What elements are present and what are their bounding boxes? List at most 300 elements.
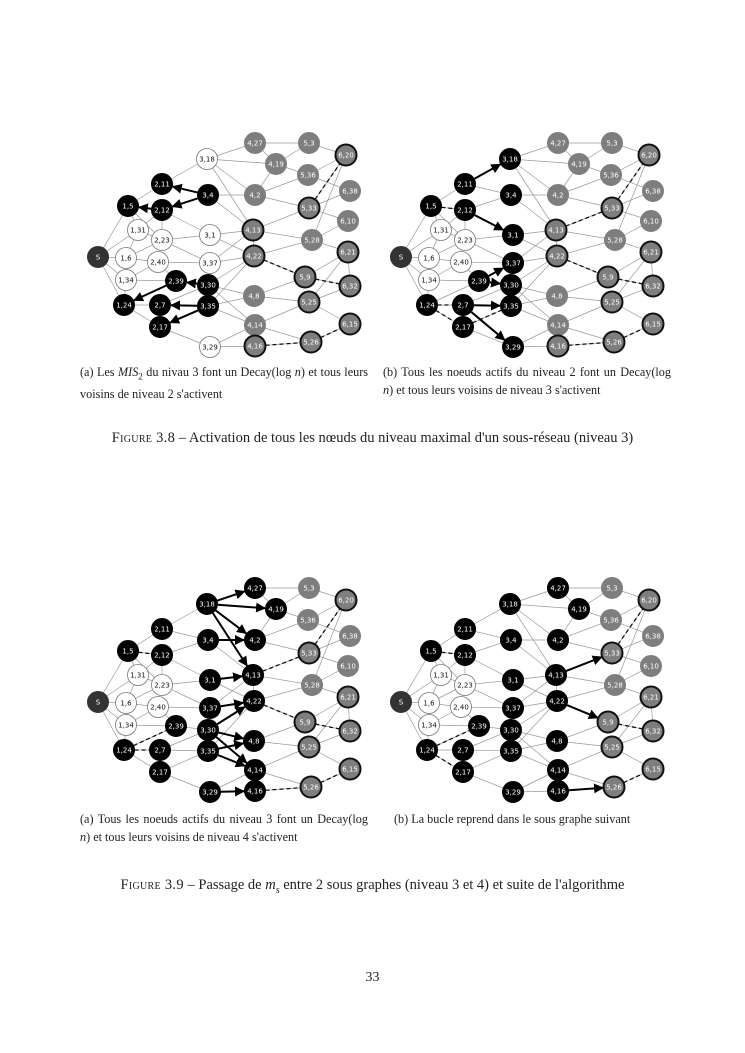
- node-6-20: [336, 145, 357, 166]
- node-label-5-28: 5,28: [304, 681, 320, 690]
- node-label-3-1: 3,1: [204, 676, 216, 685]
- arrow-3-35-2-7: [171, 305, 197, 306]
- node-label-4-8: 4,8: [551, 737, 563, 746]
- node-label-5-36: 5,36: [300, 171, 316, 180]
- node-label-4-2: 4,2: [552, 636, 564, 645]
- fig39b-caption: (b) La bucle reprend dans le sous graphe suivant: [394, 812, 631, 826]
- node-S: [88, 692, 109, 713]
- node-2-39: [469, 271, 490, 292]
- arrow-3-18-4-2: [216, 611, 246, 634]
- node-1-31: [431, 220, 452, 241]
- node-5-28: [302, 230, 323, 251]
- arrow-2-12-1-5: [139, 207, 151, 208]
- node-5-36: [298, 165, 319, 186]
- node-3-4: [501, 185, 522, 206]
- node-5-33: [299, 198, 320, 219]
- node-label-5-36: 5,36: [300, 616, 316, 625]
- node-label-S: S: [398, 698, 404, 707]
- node-label-4-2: 4,2: [552, 191, 564, 200]
- figure-3-9-caption: Figure 3.9 – Passage de $m_s$ entre 2 sous graphes (niveau 3 et 4) et suite de l'algorithme: [120, 877, 625, 896]
- node-label-4-8: 4,8: [248, 737, 260, 746]
- node-label-5-26: 5,26: [606, 783, 622, 792]
- node-2-23: [152, 675, 173, 696]
- node-3-18: [500, 594, 521, 615]
- node-label-3-37: 3,37: [202, 259, 218, 268]
- node-label-5-9: 5,9: [299, 718, 311, 727]
- node-label-3-1: 3,1: [507, 231, 519, 240]
- node-6-21: [338, 687, 359, 708]
- node-label-5-9: 5,9: [602, 718, 614, 727]
- node-3-29: [503, 337, 524, 358]
- node-6-10: [641, 211, 662, 232]
- node-4-22: [547, 691, 568, 712]
- node-1-5: [118, 196, 139, 217]
- node-4-2: [245, 185, 266, 206]
- node-label-4-13: 4,13: [245, 226, 261, 235]
- node-3-37: [200, 698, 221, 719]
- node-5-28: [605, 230, 626, 251]
- node-label-4-27: 4,27: [247, 584, 263, 593]
- node-label-3-35: 3,35: [503, 302, 519, 311]
- node-6-15: [340, 314, 361, 335]
- node-label-5-3: 5,3: [303, 139, 315, 148]
- node-5-36: [298, 610, 319, 631]
- node-label-3-37: 3,37: [505, 704, 521, 713]
- node-2-40: [451, 697, 472, 718]
- node-label-2-39: 2,39: [471, 722, 487, 731]
- node-1-34: [419, 270, 440, 291]
- arrow-2-12-3-1: [475, 215, 503, 230]
- node-5-26: [604, 777, 625, 798]
- node-label-4-27: 4,27: [247, 139, 263, 148]
- node-2-40: [148, 252, 169, 273]
- node-label-2-17: 2,17: [152, 323, 168, 332]
- node-2-12: [152, 645, 173, 666]
- node-label-6-15: 6,15: [645, 320, 661, 329]
- node-2-11: [152, 619, 173, 640]
- node-2-11: [152, 174, 173, 195]
- node-label-6-21: 6,21: [340, 693, 356, 702]
- node-1-31: [128, 665, 149, 686]
- node-6-10: [338, 211, 359, 232]
- node-2-39: [469, 716, 490, 737]
- node-label-4-13: 4,13: [245, 671, 261, 680]
- node-4-13: [243, 220, 264, 241]
- node-6-20: [639, 590, 660, 611]
- node-label-6-38: 6,38: [645, 187, 661, 196]
- node-3-35: [501, 296, 522, 317]
- node-label-5-33: 5,33: [301, 204, 317, 213]
- node-label-2-23: 2,23: [457, 236, 473, 245]
- node-label-2-40: 2,40: [453, 703, 469, 712]
- node-label-1-6: 1,6: [423, 699, 435, 708]
- node-3-29: [503, 782, 524, 803]
- node-4-19: [569, 599, 590, 620]
- node-label-2-40: 2,40: [150, 703, 166, 712]
- node-label-5-3: 5,3: [606, 584, 618, 593]
- node-6-10: [338, 656, 359, 677]
- node-label-3-1: 3,1: [507, 676, 519, 685]
- node-label-5-28: 5,28: [304, 236, 320, 245]
- node-4-19: [266, 154, 287, 175]
- fig38-panel-b: [383, 128, 673, 358]
- node-label-5-33: 5,33: [604, 649, 620, 658]
- node-label-1-5: 1,5: [425, 202, 437, 211]
- node-6-32: [643, 721, 664, 742]
- node-label-6-15: 6,15: [342, 320, 358, 329]
- node-label-5-25: 5,25: [301, 743, 317, 752]
- node-label-1-34: 1,34: [118, 721, 134, 730]
- figure-3-8-label: Figure 3.8: [111, 430, 176, 446]
- node-label-5-33: 5,33: [604, 204, 620, 213]
- arrow-3-37-4-22: [221, 703, 243, 707]
- node-label-4-14: 4,14: [247, 321, 263, 330]
- node-label-6-10: 6,10: [340, 217, 356, 226]
- node-1-6: [116, 248, 137, 269]
- node-label-1-5: 1,5: [425, 647, 437, 656]
- node-label-3-29: 3,29: [202, 788, 218, 797]
- node-label-1-31: 1,31: [433, 226, 449, 235]
- node-label-3-4: 3,4: [202, 191, 214, 200]
- node-label-4-16: 4,16: [550, 787, 566, 796]
- node-4-14: [548, 760, 569, 781]
- node-label-6-32: 6,32: [342, 282, 358, 291]
- node-2-17: [150, 762, 171, 783]
- node-1-34: [116, 270, 137, 291]
- node-label-2-7: 2,7: [457, 746, 469, 755]
- arrow-4-22-5-9: [567, 705, 598, 718]
- node-2-40: [451, 252, 472, 273]
- node-2-12: [455, 200, 476, 221]
- node-label-6-38: 6,38: [342, 632, 358, 641]
- node-3-4: [501, 630, 522, 651]
- arrow-3-4-2-11: [173, 187, 198, 193]
- node-2-23: [455, 675, 476, 696]
- node-5-26: [604, 332, 625, 353]
- node-4-8: [547, 286, 568, 307]
- node-label-6-20: 6,20: [338, 596, 354, 605]
- node-4-14: [245, 315, 266, 336]
- node-S: [88, 247, 109, 268]
- node-label-2-40: 2,40: [150, 258, 166, 267]
- node-label-4-14: 4,14: [550, 766, 566, 775]
- node-label-3-4: 3,4: [505, 636, 517, 645]
- node-label-6-21: 6,21: [340, 248, 356, 257]
- node-4-22: [244, 691, 265, 712]
- node-3-30: [198, 720, 219, 741]
- node-label-3-35: 3,35: [200, 747, 216, 756]
- node-label-3-4: 3,4: [505, 191, 517, 200]
- node-5-9: [295, 267, 316, 288]
- node-label-S: S: [398, 253, 404, 262]
- node-1-24: [417, 740, 438, 761]
- node-4-27: [245, 578, 266, 599]
- node-label-2-7: 2,7: [457, 301, 469, 310]
- node-1-34: [419, 715, 440, 736]
- node-label-4-22: 4,22: [549, 697, 565, 706]
- node-6-15: [643, 314, 664, 335]
- node-5-33: [299, 643, 320, 664]
- node-label-3-37: 3,37: [202, 704, 218, 713]
- node-label-6-15: 6,15: [645, 765, 661, 774]
- node-4-27: [548, 578, 569, 599]
- node-label-2-12: 2,12: [154, 206, 170, 215]
- node-label-6-32: 6,32: [342, 727, 358, 736]
- node-1-31: [431, 665, 452, 686]
- node-label-5-26: 5,26: [303, 338, 319, 347]
- node-6-38: [340, 626, 361, 647]
- node-4-2: [548, 630, 569, 651]
- node-5-25: [602, 292, 623, 313]
- node-3-4: [198, 630, 219, 651]
- arrow-2-39-3-37: [489, 268, 504, 276]
- node-label-4-19: 4,19: [571, 160, 587, 169]
- fig39a-caption: (a) Tous les noeuds actifs du niveau 3 font un Decay(log n) et tous leurs voisins de niveau 4 s'activent: [80, 812, 368, 844]
- node-label-6-38: 6,38: [645, 632, 661, 641]
- node-3-1: [200, 670, 221, 691]
- node-label-2-39: 2,39: [168, 722, 184, 731]
- node-2-7: [150, 295, 171, 316]
- node-label-1-24: 1,24: [116, 746, 132, 755]
- node-3-18: [500, 149, 521, 170]
- node-5-36: [601, 610, 622, 631]
- node-5-3: [299, 578, 320, 599]
- node-4-16: [245, 336, 266, 357]
- arrow-3-30-2-39: [187, 282, 197, 283]
- node-label-1-34: 1,34: [118, 276, 134, 285]
- node-label-3-29: 3,29: [505, 788, 521, 797]
- node-label-6-15: 6,15: [342, 765, 358, 774]
- node-4-22: [547, 246, 568, 267]
- node-5-25: [602, 737, 623, 758]
- node-3-18: [197, 149, 218, 170]
- node-label-4-2: 4,2: [249, 636, 261, 645]
- arrow-4-16-5-26: [569, 788, 603, 790]
- node-label-3-35: 3,35: [503, 747, 519, 756]
- node-label-5-36: 5,36: [603, 171, 619, 180]
- node-label-2-17: 2,17: [455, 768, 471, 777]
- node-4-13: [546, 665, 567, 686]
- node-6-21: [641, 242, 662, 263]
- node-3-29: [200, 782, 221, 803]
- arrow-2-39-3-30: [490, 282, 500, 283]
- node-label-2-12: 2,12: [457, 651, 473, 660]
- node-label-5-25: 5,25: [301, 298, 317, 307]
- node-5-26: [301, 332, 322, 353]
- node-label-6-21: 6,21: [643, 693, 659, 702]
- node-label-2-17: 2,17: [152, 768, 168, 777]
- figure-3-8-caption: Figure 3.8 – Activation de tous les nœuds du niveau maximal d'un sous-réseau (niveau 3): [111, 430, 634, 446]
- node-6-21: [641, 687, 662, 708]
- node-label-6-10: 6,10: [643, 217, 659, 226]
- fig39-panel-a: [80, 573, 370, 803]
- node-1-5: [421, 641, 442, 662]
- node-3-18: [197, 594, 218, 615]
- node-label-5-26: 5,26: [606, 338, 622, 347]
- node-2-12: [152, 200, 173, 221]
- node-label-4-16: 4,16: [550, 342, 566, 351]
- node-S: [391, 247, 412, 268]
- node-label-4-19: 4,19: [268, 605, 284, 614]
- node-label-2-11: 2,11: [154, 625, 170, 634]
- node-3-35: [198, 296, 219, 317]
- node-1-6: [116, 693, 137, 714]
- node-label-4-16: 4,16: [247, 342, 263, 351]
- node-label-2-11: 2,11: [457, 625, 473, 634]
- arrow-4-13-5-33: [566, 657, 602, 671]
- node-label-4-19: 4,19: [571, 605, 587, 614]
- fig38b-graph: [383, 128, 673, 358]
- node-3-29: [200, 337, 221, 358]
- node-6-20: [336, 590, 357, 611]
- node-label-4-27: 4,27: [550, 139, 566, 148]
- node-label-3-30: 3,30: [200, 726, 216, 735]
- node-label-6-32: 6,32: [645, 727, 661, 736]
- node-label-4-2: 4,2: [249, 191, 261, 200]
- node-1-24: [114, 295, 135, 316]
- node-label-3-29: 3,29: [202, 343, 218, 352]
- node-label-6-20: 6,20: [338, 151, 354, 160]
- node-label-6-20: 6,20: [641, 596, 657, 605]
- node-6-38: [643, 626, 664, 647]
- node-5-3: [602, 578, 623, 599]
- node-label-5-26: 5,26: [303, 783, 319, 792]
- node-label-4-19: 4,19: [268, 160, 284, 169]
- arrow-3-30-4-14: [216, 737, 246, 763]
- node-label-2-39: 2,39: [471, 277, 487, 286]
- fig39-panel-b: [383, 573, 673, 803]
- fig39b-graph: [383, 573, 673, 803]
- node-label-5-28: 5,28: [607, 681, 623, 690]
- node-1-34: [116, 715, 137, 736]
- node-6-10: [641, 656, 662, 677]
- node-4-19: [266, 599, 287, 620]
- node-5-28: [302, 675, 323, 696]
- node-label-1-6: 1,6: [120, 254, 132, 263]
- node-label-5-3: 5,3: [303, 584, 315, 593]
- node-4-16: [548, 336, 569, 357]
- node-label-4-13: 4,13: [548, 226, 564, 235]
- node-label-3-18: 3,18: [502, 155, 518, 164]
- node-5-33: [602, 198, 623, 219]
- node-label-1-24: 1,24: [419, 746, 435, 755]
- node-label-5-36: 5,36: [603, 616, 619, 625]
- node-4-13: [546, 220, 567, 241]
- node-label-2-11: 2,11: [457, 180, 473, 189]
- arrow-3-18-4-27: [217, 591, 244, 600]
- node-label-1-31: 1,31: [130, 226, 146, 235]
- node-1-5: [118, 641, 139, 662]
- node-2-39: [166, 716, 187, 737]
- node-2-11: [455, 619, 476, 640]
- figure-3-9-label: Figure 3.9: [120, 877, 184, 893]
- node-1-6: [419, 248, 440, 269]
- arrow-3-4-2-12: [172, 198, 197, 206]
- node-label-2-17: 2,17: [455, 323, 471, 332]
- node-4-2: [245, 630, 266, 651]
- fig38a-caption: (a) Les $MIS_2$ du nivau 3 font un Decay(log n) et tous leurs voisins de niveau 2 s'activent: [80, 365, 368, 402]
- node-label-3-30: 3,30: [503, 281, 519, 290]
- node-label-3-29: 3,29: [505, 343, 521, 352]
- node-label-3-18: 3,18: [502, 600, 518, 609]
- node-label-3-18: 3,18: [199, 600, 215, 609]
- node-3-4: [198, 185, 219, 206]
- node-4-2: [548, 185, 569, 206]
- node-3-30: [198, 275, 219, 296]
- fig39a-graph: [80, 573, 370, 803]
- node-label-3-30: 3,30: [200, 281, 216, 290]
- node-label-1-5: 1,5: [122, 647, 134, 656]
- node-label-5-33: 5,33: [301, 649, 317, 658]
- node-label-2-39: 2,39: [168, 277, 184, 286]
- node-label-5-25: 5,25: [604, 743, 620, 752]
- node-label-6-32: 6,32: [645, 282, 661, 291]
- node-label-1-31: 1,31: [433, 671, 449, 680]
- node-label-3-18: 3,18: [199, 155, 215, 164]
- node-6-32: [340, 276, 361, 297]
- arrow-3-35-2-17: [170, 310, 198, 322]
- node-label-6-21: 6,21: [643, 248, 659, 257]
- node-label-6-10: 6,10: [340, 662, 356, 671]
- node-label-2-23: 2,23: [154, 681, 170, 690]
- node-label-5-25: 5,25: [604, 298, 620, 307]
- node-4-8: [244, 731, 265, 752]
- arrow-2-7-3-35: [474, 305, 500, 306]
- arrow-3-29-4-16: [221, 791, 244, 792]
- node-1-24: [417, 295, 438, 316]
- node-label-1-5: 1,5: [122, 202, 134, 211]
- node-label-1-6: 1,6: [120, 699, 132, 708]
- node-label-1-6: 1,6: [423, 254, 435, 263]
- node-4-22: [244, 246, 265, 267]
- node-label-2-23: 2,23: [457, 681, 473, 690]
- page-number: 33: [365, 970, 380, 985]
- node-label-5-28: 5,28: [607, 236, 623, 245]
- node-label-2-7: 2,7: [154, 746, 166, 755]
- node-4-16: [245, 781, 266, 802]
- node-S: [391, 692, 412, 713]
- node-label-4-14: 4,14: [247, 766, 263, 775]
- fig38a-graph: [80, 128, 370, 358]
- node-5-9: [598, 712, 619, 733]
- arrow-3-35-4-8: [219, 743, 244, 748]
- node-5-28: [605, 675, 626, 696]
- node-1-5: [421, 196, 442, 217]
- node-6-38: [643, 181, 664, 202]
- node-2-7: [453, 295, 474, 316]
- node-label-4-22: 4,22: [549, 252, 565, 261]
- node-1-31: [128, 220, 149, 241]
- node-label-S: S: [95, 253, 101, 262]
- node-4-14: [245, 760, 266, 781]
- node-label-1-24: 1,24: [419, 301, 435, 310]
- node-label-2-12: 2,12: [154, 651, 170, 660]
- node-label-4-14: 4,14: [550, 321, 566, 330]
- node-6-15: [340, 759, 361, 780]
- node-4-27: [245, 133, 266, 154]
- node-4-16: [548, 781, 569, 802]
- node-label-2-23: 2,23: [154, 236, 170, 245]
- node-5-26: [301, 777, 322, 798]
- node-label-1-34: 1,34: [421, 721, 437, 730]
- node-3-37: [200, 253, 221, 274]
- node-3-37: [503, 698, 524, 719]
- node-label-2-7: 2,7: [154, 301, 166, 310]
- node-2-11: [455, 174, 476, 195]
- node-3-1: [200, 225, 221, 246]
- node-3-37: [503, 253, 524, 274]
- node-4-27: [548, 133, 569, 154]
